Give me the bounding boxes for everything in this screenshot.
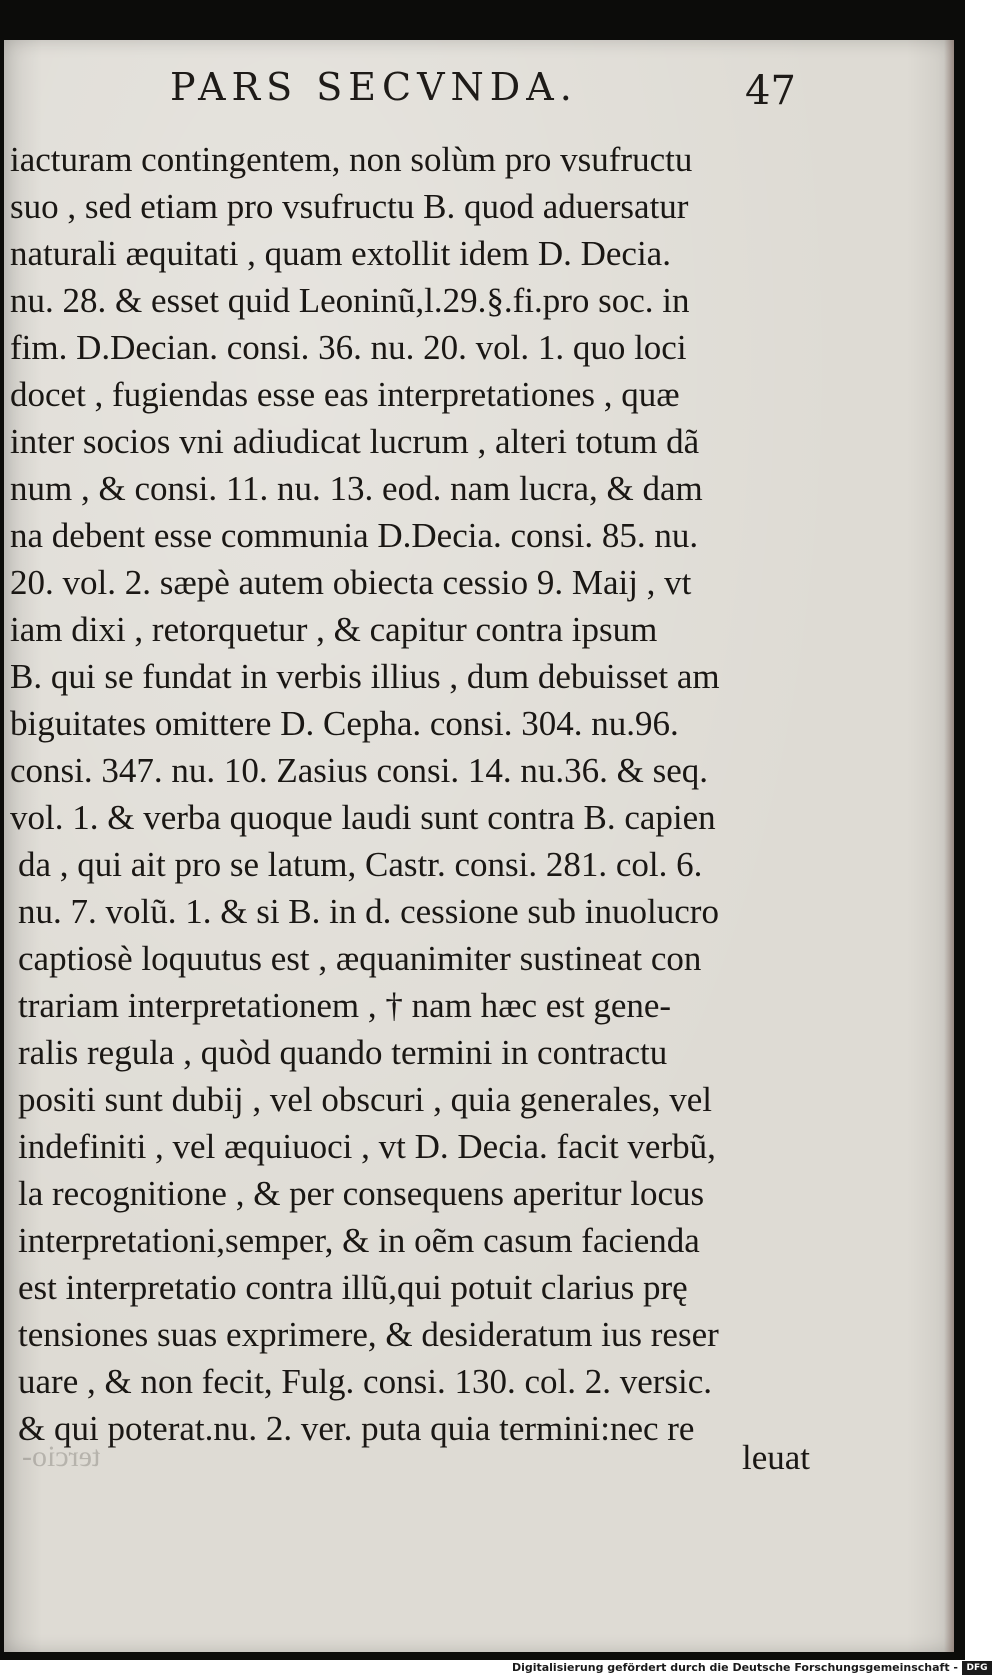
text-line: nu. 28. & esset quid Leoninũ,l.29.§.fi.pro soc. in xyxy=(10,281,690,320)
text-line: iacturam contingentem, non solùm pro vsufructu xyxy=(10,140,693,179)
text-line: indefiniti , vel æquiuoci , vt D. Decia. facit verbũ, xyxy=(18,1127,716,1166)
text-line: fim. D.Decian. consi. 36. nu. 20. vol. 1. quo loci xyxy=(10,328,687,367)
text-line: da , qui ait pro se latum, Castr. consi. 281. col. 6. xyxy=(18,845,703,884)
text-line: la recognitione , & per consequens aperitur locus xyxy=(18,1174,705,1213)
page-number: 47 xyxy=(745,68,796,114)
text-line: consi. 347. nu. 10. Zasius consi. 14. nu.36. & seq. xyxy=(10,751,709,790)
text-line: est interpretatio contra illũ,qui potuit clarius prę xyxy=(18,1268,688,1307)
text-line: suo , sed etiam pro vsufructu B. quod aduersatur xyxy=(10,187,689,226)
page-edge xyxy=(944,40,954,1652)
text-line: iam dixi , retorquetur , & capitur contra ipsum xyxy=(10,610,658,649)
text-line: tensiones suas exprimere, & desideratum ius reser xyxy=(18,1315,719,1354)
text-line: num , & consi. 11. nu. 13. eod. nam lucra, & dam xyxy=(10,469,703,508)
text-line: naturali æquitati , quam extollit idem D. Decia. xyxy=(10,234,671,273)
text-line: nu. 7. volũ. 1. & si B. in d. cessione sub inuolucro xyxy=(18,892,719,931)
body-text xyxy=(10,136,830,1452)
bleed-through-text: tercio- xyxy=(22,1440,101,1473)
text-line: B. qui se fundat in verbis illius , dum debuisset am xyxy=(10,657,720,696)
dfg-logo: DFG xyxy=(962,1661,992,1675)
text-line: uare , & non fecit, Fulg. consi. 130. col. 2. versic. xyxy=(18,1362,713,1401)
text-line: inter socios vni adiudicat lucrum , alteri totum dã xyxy=(10,422,700,461)
digitization-credit: Digitalisierung gefördert durch die Deutsche Forschungsgemeinschaft - xyxy=(511,1661,958,1674)
text-line: docet , fugiendas esse eas interpretationes , quæ xyxy=(10,375,680,414)
text-line: 20. vol. 2. sæpè autem obiecta cessio 9. Maij , vt xyxy=(10,563,692,602)
text-line: positi sunt dubij , vel obscuri , quia generales, vel xyxy=(18,1080,713,1119)
text-line: biguitates omittere D. Cepha. consi. 304. nu.96. xyxy=(10,704,679,743)
text-line: captiosè loquutus est , æquanimiter sustineat con xyxy=(18,939,702,978)
text-line: trariam interpretationem , † nam hæc est gene- xyxy=(18,986,672,1025)
catchword: leuat xyxy=(742,1438,811,1477)
text-line: na debent esse communia D.Decia. consi. 85. nu. xyxy=(10,516,699,555)
running-head: PARS SECVNDA. xyxy=(170,65,578,109)
text-line: interpretationi,semper, & in oẽm casum facienda xyxy=(18,1221,700,1260)
text-line: ralis regula , quòd quando termini in contractu xyxy=(18,1033,668,1072)
text-line: & qui poterat.nu. 2. ver. puta quia termini:nec re xyxy=(18,1409,695,1448)
text-line: vol. 1. & verba quoque laudi sunt contra B. capien xyxy=(10,798,716,837)
